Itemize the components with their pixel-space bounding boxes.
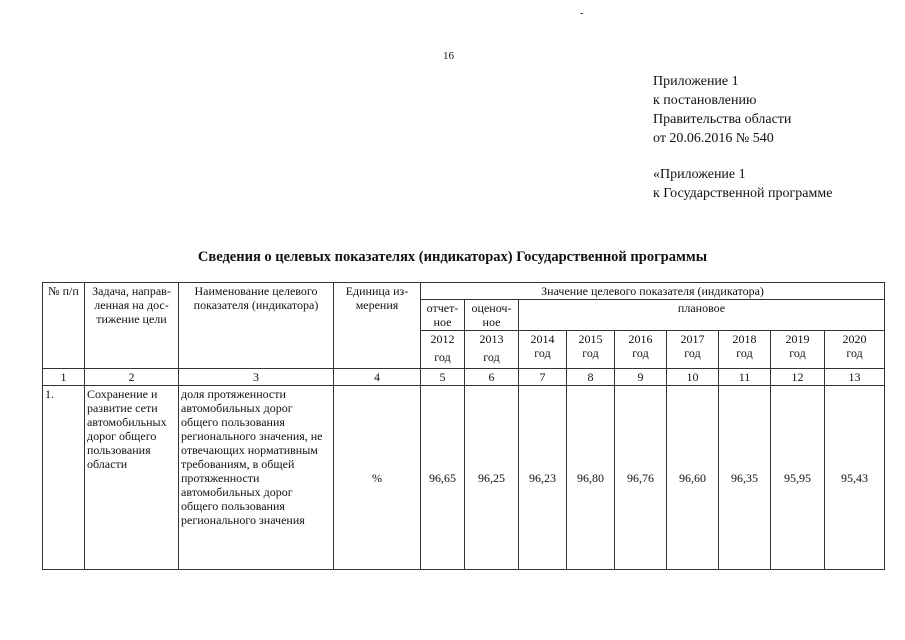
header-year: 2017 год [667,331,719,369]
header-year: 2018 год [719,331,771,369]
appendix-line: Приложение 1 [653,74,739,89]
header-year: 2012 год [421,331,465,369]
header-unit: Единица из-мерения [334,283,421,369]
row-value: 96,23 [519,386,567,570]
header-estimate: оценоч-ное [465,300,519,331]
header-year: 2020 год [825,331,885,369]
row-value: 96,80 [567,386,615,570]
row-task: Сохранение и развитие сети автомобильных дорог общего пользования области [85,386,179,570]
row-num: 1. [43,386,85,570]
row-value: 95,95 [771,386,825,570]
column-number: 1 [43,369,85,386]
row-value: 96,60 [667,386,719,570]
appendix-line: к Государственной программе [653,186,833,201]
column-number: 5 [421,369,465,386]
header-year: 2013 год [465,331,519,369]
page-number: 16 [443,50,454,62]
column-number: 13 [825,369,885,386]
row-value: 96,65 [421,386,465,570]
header-report: отчет-ное [421,300,465,331]
row-indicator: доля протяженности автомобильных дорог общего пользования регионального значения, не отвечающих нормативным требованиям, в общей протяженности автомобильных дорог общего пользования регионального значения [179,386,334,570]
column-number: 2 [85,369,179,386]
row-value: 96,35 [719,386,771,570]
row-value: 96,76 [615,386,667,570]
column-number: 11 [719,369,771,386]
header-planned: плановое [519,300,885,331]
header-task: Задача, направ-ленная на дос-тижение цели [85,283,179,369]
row-unit: % [334,386,421,570]
header-year: 2019 год [771,331,825,369]
appendix-line: Правительства области [653,112,792,127]
table-row [43,386,885,570]
header-value-group: Значение целевого показателя (индикатора) [421,283,885,300]
appendix-line: от 20.06.2016 № 540 [653,131,774,146]
indicators-table [42,282,885,570]
header-year: 2015 год [567,331,615,369]
appendix-line: «Приложение 1 [653,167,746,182]
row-value: 95,43 [825,386,885,570]
appendix-block [653,72,832,203]
column-number: 4 [334,369,421,386]
column-number: 10 [667,369,719,386]
column-number: 9 [615,369,667,386]
column-number: 12 [771,369,825,386]
header-num: № п/п [43,283,85,369]
header-year: 2016 год [615,331,667,369]
column-number: 7 [519,369,567,386]
column-number: 3 [179,369,334,386]
appendix-line: к постановлению [653,93,757,108]
column-number: 8 [567,369,615,386]
row-value: 96,25 [465,386,519,570]
top-mark: - [580,8,584,19]
document-title: Сведения о целевых показателях (индикаторах) Государственной программы [197,249,708,265]
column-number: 6 [465,369,519,386]
header-year: 2014 год [519,331,567,369]
header-indicator: Наименование целевого показателя (индикатора) [179,283,334,369]
